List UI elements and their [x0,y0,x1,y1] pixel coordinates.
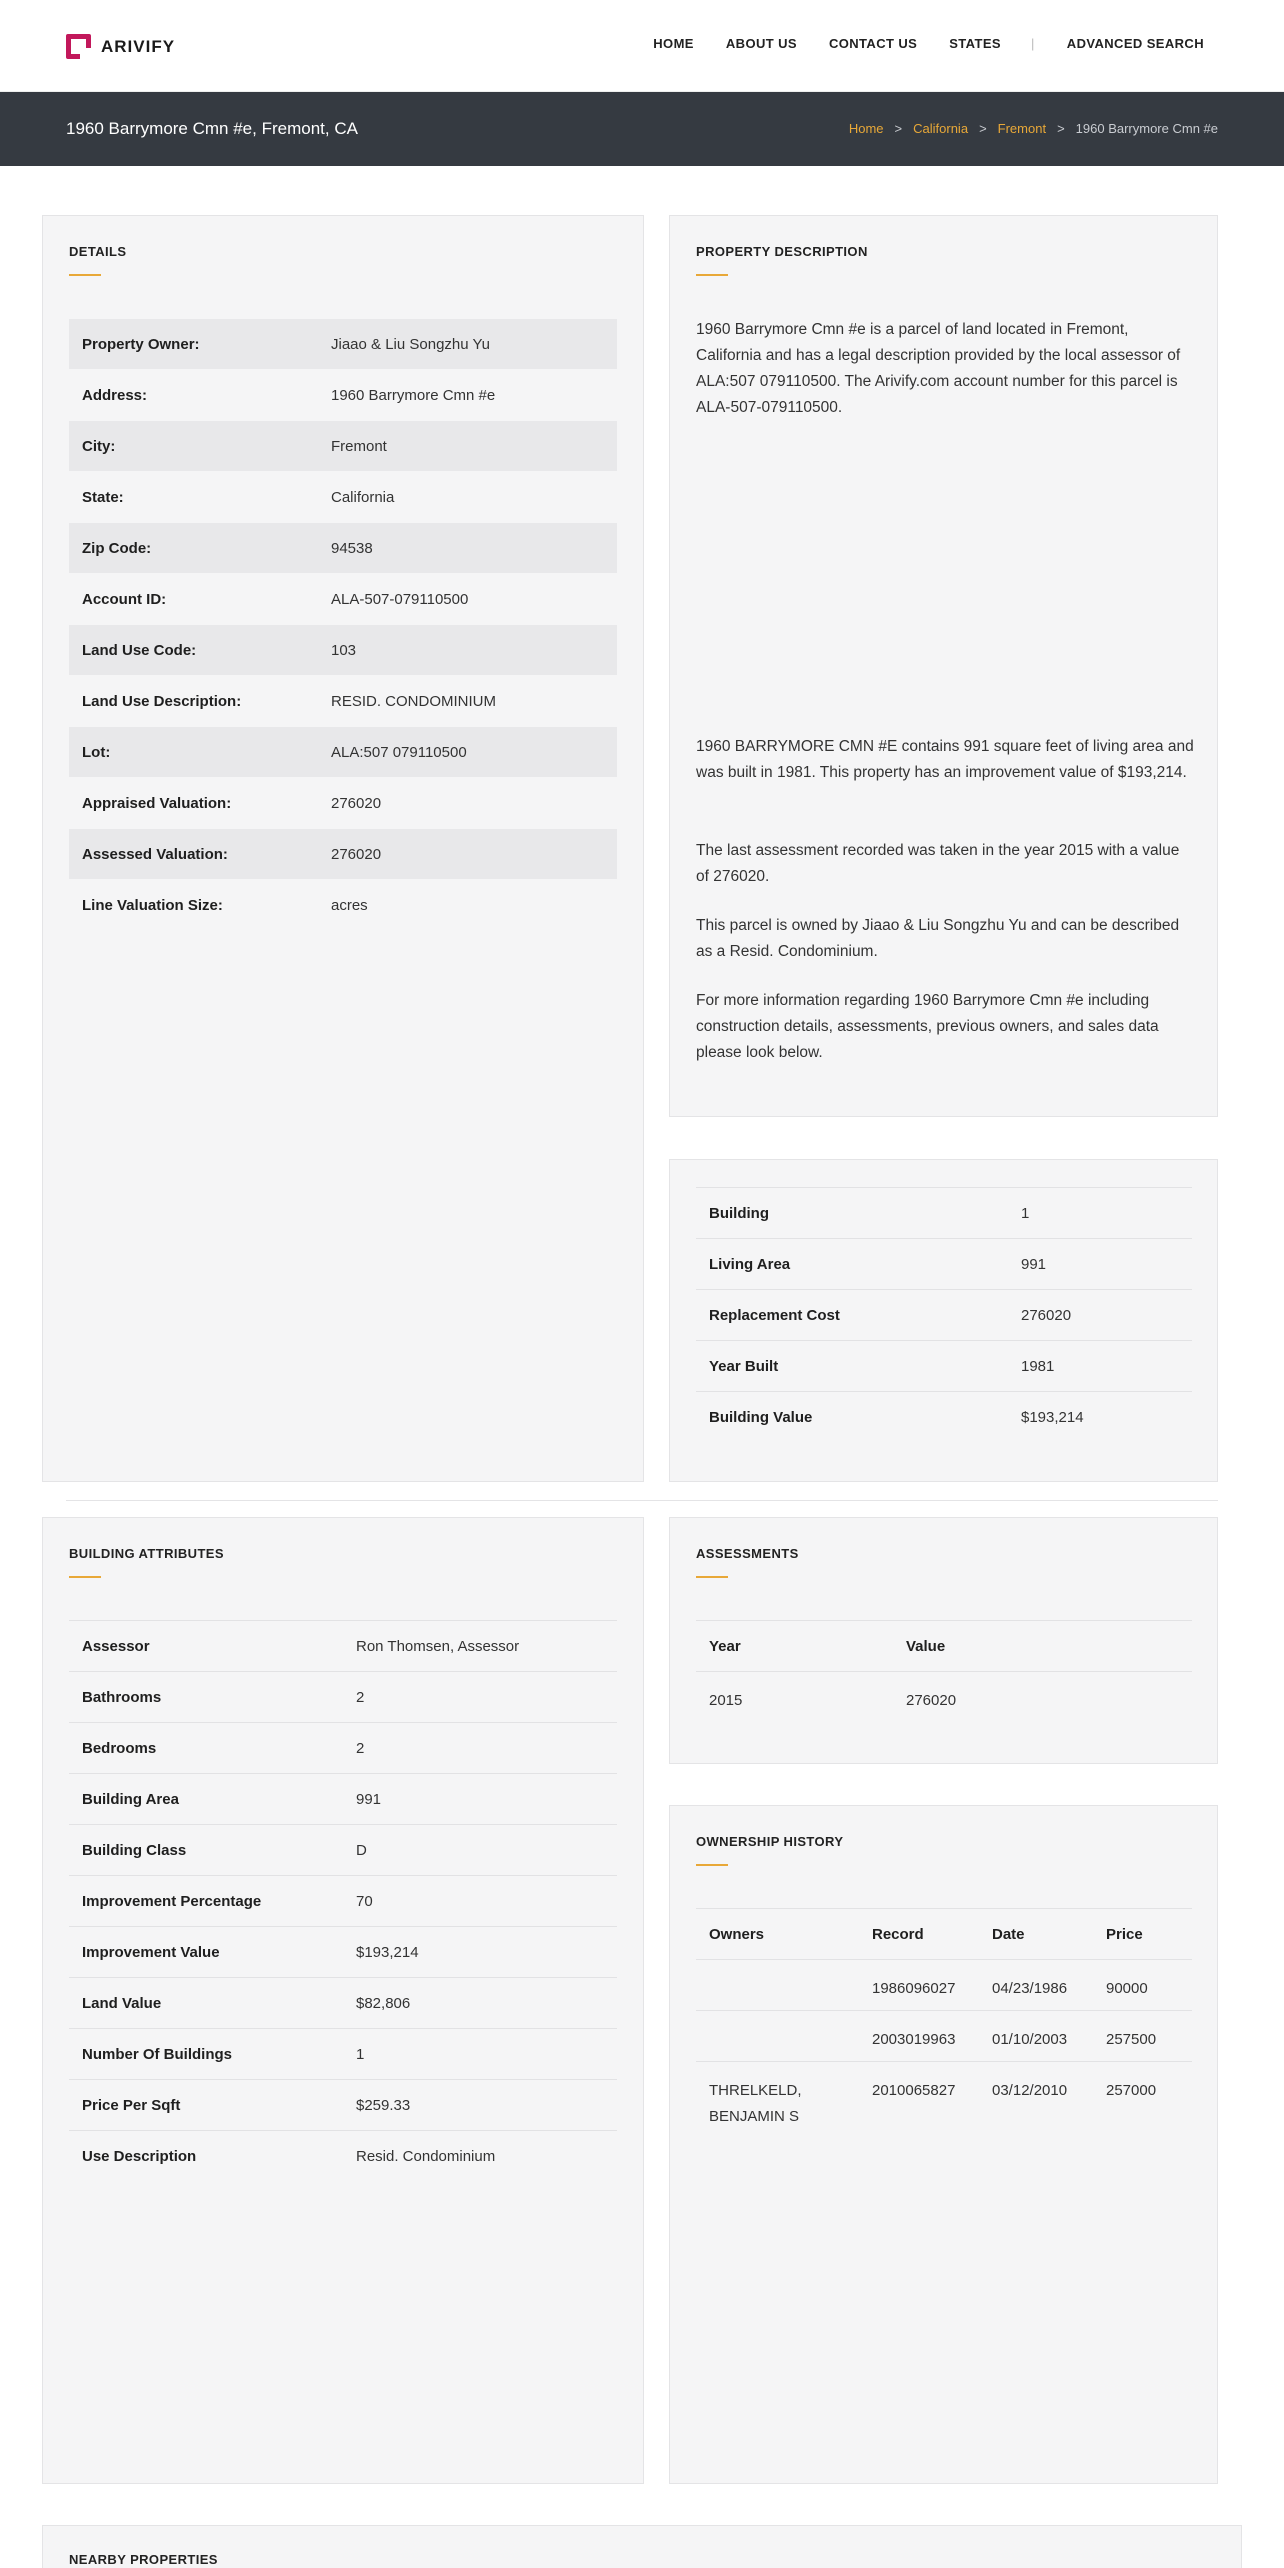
building-attributes-table [69,1620,617,2182]
row-label: Assessed Valuation: [69,829,331,880]
nav-separator: | [1031,36,1035,51]
attribute-row [69,1978,617,2029]
attribute-row [69,1825,617,1876]
row-value: 70 [356,1876,617,1927]
row-label: Building Area [69,1774,356,1825]
ownership-history-table [696,1908,1192,2130]
details-table [69,318,617,931]
building-row [696,1239,1192,1290]
row-value: 276020 [1021,1290,1192,1341]
row-value: RESID. CONDOMINIUM [331,676,617,727]
row-value: 94538 [331,523,617,574]
row-label: Improvement Percentage [69,1876,356,1927]
row-value: Ron Thomsen, Assessor [356,1621,617,1672]
description-paragraph: For more information regarding 1960 Barrymore Cmn #e including construction details, assessments, previous owners, and sales data please look below. [696,992,1159,1061]
building-table [696,1187,1192,1443]
row-label: Improvement Value [69,1927,356,1978]
attribute-row [69,2131,617,2182]
building-row [696,1188,1192,1239]
sale-price: 90000 [1106,1960,1192,2011]
row-label: Building Value [696,1392,1021,1443]
row-value: Resid. Condominium [356,2131,617,2182]
row-label: Number Of Buildings [69,2029,356,2080]
nav-about-us[interactable]: ABOUT US [725,36,797,51]
assessments-panel [669,1517,1218,1764]
title-underline [69,274,101,276]
table-header-row [696,1621,1192,1672]
top-navigation-bar [0,0,1284,92]
column-header-year: Year [696,1621,906,1672]
row-label: Zip Code: [69,523,331,574]
details-row [69,370,617,421]
breadcrumb-separator: > [979,121,987,136]
breadcrumb-home[interactable]: Home [848,121,884,136]
row-label: Use Description [69,2131,356,2182]
nearby-properties-panel [42,2525,1242,2568]
row-label: Land Use Description: [69,676,331,727]
title-underline [69,1576,101,1578]
row-value: Fremont [331,421,617,472]
details-row [69,319,617,370]
owner-name: THRELKELD, BENJAMIN S [696,2062,872,2131]
record-number: 2003019963 [872,2011,992,2062]
row-value: 276020 [331,829,617,880]
assessment-value: 276020 [906,1672,1192,1723]
row-value: $259.33 [356,2080,617,2131]
property-description-title: PROPERTY DESCRIPTION [696,244,868,259]
details-row [69,676,617,727]
breadcrumb-city[interactable]: Fremont [997,121,1047,136]
page-title-bar [0,92,1284,166]
sale-date: 03/12/2010 [992,2062,1106,2131]
details-row [69,523,617,574]
row-value: 2 [356,1723,617,1774]
row-label: Address: [69,370,331,421]
attribute-row [69,2080,617,2131]
details-row [69,574,617,625]
assessment-row [696,1672,1192,1723]
column-header-price: Price [1106,1909,1192,1960]
breadcrumb-state[interactable]: California [913,121,969,136]
row-label: Price Per Sqft [69,2080,356,2131]
row-value: 2 [356,1672,617,1723]
nav-home[interactable]: HOME [653,36,694,51]
row-label: Bathrooms [69,1672,356,1723]
assessment-year: 2015 [696,1672,906,1723]
description-paragraph: This parcel is owned by Jiaao & Liu Songzhu Yu and can be described as a Resid. Condominium. [696,917,1180,960]
row-value: 103 [331,625,617,676]
row-value: 1960 Barrymore Cmn #e [331,370,617,421]
attribute-row [69,1927,617,1978]
logo-icon [66,34,91,59]
row-value: 276020 [331,778,617,829]
attribute-row [69,1621,617,1672]
row-label: Land Value [69,1978,356,2029]
title-underline [696,274,728,276]
building-attributes-panel [42,1517,644,2484]
row-value: 1 [1021,1188,1192,1239]
row-value: acres [331,880,617,931]
row-value: California [331,472,617,523]
ownership-row [696,2011,1192,2062]
row-label: Lot: [69,727,331,778]
row-value: 1981 [1021,1341,1192,1392]
description-paragraph: The last assessment recorded was taken in the year 2015 with a value of 276020. [696,842,1180,885]
details-row [69,421,617,472]
building-row [696,1290,1192,1341]
breadcrumb-current: 1960 Barrymore Cmn #e [1075,121,1218,136]
row-label: Replacement Cost [696,1290,1021,1341]
row-label: Building [696,1188,1021,1239]
table-header-row [696,1909,1192,1960]
building-attributes-title: BUILDING ATTRIBUTES [69,1546,224,1561]
property-description-panel [669,215,1218,1117]
row-label: State: [69,472,331,523]
column-header-value: Value [906,1621,1192,1672]
row-value: 991 [356,1774,617,1825]
breadcrumb [849,121,1218,136]
nearby-properties-title: NEARBY PROPERTIES [69,2552,218,2567]
details-row [69,778,617,829]
row-label: Property Owner: [69,319,331,370]
logo-text: ARIVIFY [101,36,176,56]
row-label: Land Use Code: [69,625,331,676]
building-row [696,1392,1192,1443]
row-value: D [356,1825,617,1876]
sale-price: 257000 [1106,2062,1192,2131]
row-value: Jiaao & Liu Songzhu Yu [331,319,617,370]
nav-contact-us[interactable]: CONTACT US [828,36,918,51]
site-logo[interactable] [66,34,175,59]
details-row [69,472,617,523]
details-row [69,880,617,931]
assessments-table [696,1620,1192,1723]
row-label: Building Class [69,1825,356,1876]
building-row [696,1341,1192,1392]
ownership-history-title: OWNERSHIP HISTORY [696,1834,844,1849]
details-row [69,625,617,676]
row-label: Living Area [696,1239,1021,1290]
attribute-row [69,1723,617,1774]
building-panel [669,1159,1218,1482]
owner-name [696,1960,872,2011]
description-paragraph: 1960 BARRYMORE CMN #E contains 991 square feet of living area and was built in 1981. This property has an improvement value of $193,214. [696,738,1194,781]
attribute-row [69,2029,617,2080]
record-number: 2010065827 [872,2062,992,2131]
owner-name [696,2011,872,2062]
row-label: Year Built [696,1341,1021,1392]
breadcrumb-separator: > [1057,121,1065,136]
details-row [69,727,617,778]
ownership-row [696,2062,1192,2131]
record-number: 1986096027 [872,1960,992,2011]
row-value: ALA:507 079110500 [331,727,617,778]
row-value: 991 [1021,1239,1192,1290]
section-divider [66,1500,1218,1501]
row-label: City: [69,421,331,472]
row-value: $82,806 [356,1978,617,2029]
row-value: ALA-507-079110500 [331,574,617,625]
assessments-title: ASSESSMENTS [696,1546,799,1561]
row-value: $193,214 [356,1927,617,1978]
ownership-row [696,1960,1192,2011]
sale-date: 01/10/2003 [992,2011,1106,2062]
row-label: Account ID: [69,574,331,625]
details-title: DETAILS [69,244,127,259]
row-label: Line Valuation Size: [69,880,331,931]
row-label: Bedrooms [69,1723,356,1774]
row-label: Appraised Valuation: [69,778,331,829]
details-row [69,829,617,880]
nav-advanced-search[interactable]: ADVANCED SEARCH [1066,36,1204,51]
description-paragraph: 1960 Barrymore Cmn #e is a parcel of land located in Fremont, California and has a legal description provided by the local assessor of ALA:507 079110500. The Arivify.com account number for this parcel is ALA-507-079110500. [696,321,1181,416]
sale-date: 04/23/1986 [992,1960,1106,2011]
column-header-record: Record [872,1909,992,1960]
title-underline [696,1576,728,1578]
attribute-row [69,1774,617,1825]
column-header-owners: Owners [696,1909,872,1960]
column-header-date: Date [992,1909,1106,1960]
page-title: 1960 Barrymore Cmn #e, Fremont, CA [66,119,358,138]
details-panel [42,215,644,1482]
sale-price: 257500 [1106,2011,1192,2062]
row-value: 1 [356,2029,617,2080]
attribute-row [69,1876,617,1927]
nav-states[interactable]: STATES [949,36,1001,51]
main-nav [653,36,1204,51]
title-underline [696,1864,728,1866]
ownership-history-panel [669,1805,1218,2484]
row-value: $193,214 [1021,1392,1192,1443]
attribute-row [69,1672,617,1723]
breadcrumb-separator: > [894,121,903,136]
row-label: Assessor [69,1621,356,1672]
